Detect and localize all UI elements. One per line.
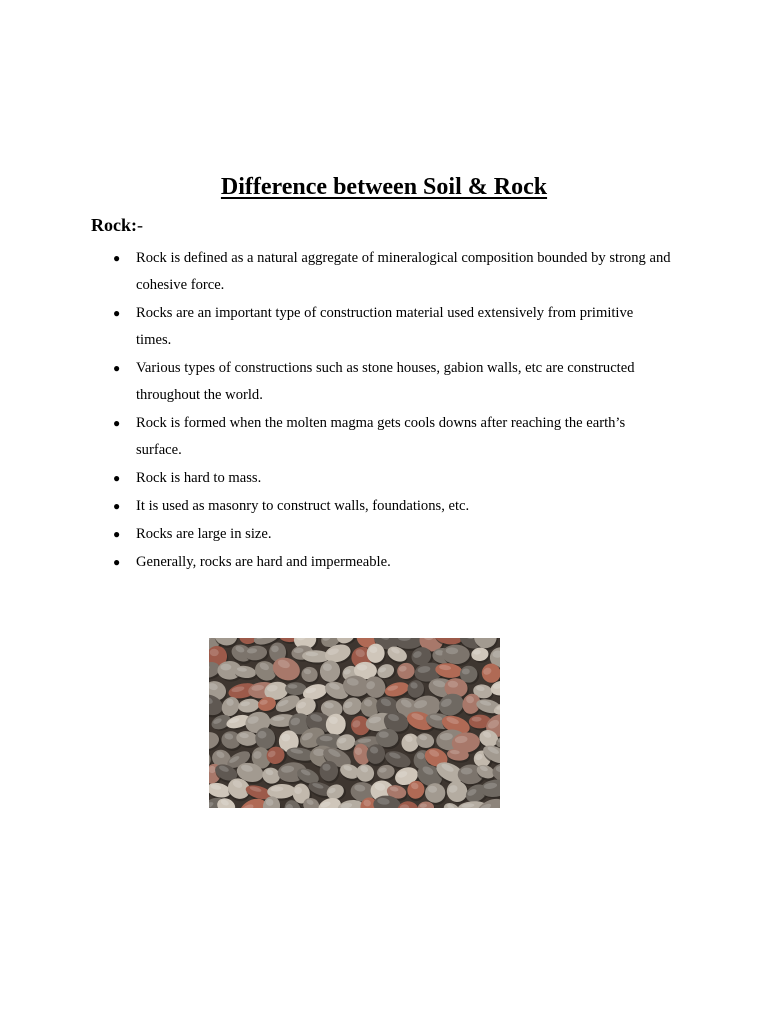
list-item [111,300,671,354]
bullet-text: Generally, rocks are hard and impermeable. [136,554,391,570]
bullet-text: Various types of constructions such as stone houses, gabion walls, etc are constructed throughout the world. [136,360,635,403]
rock-bullet-list [111,245,671,577]
bullet-icon: ● [113,499,121,513]
list-item [111,410,671,464]
list-item [111,549,671,576]
section-heading-rock [91,212,143,238]
section-heading-suffix: - [137,215,143,235]
bullet-icon: ● [113,251,121,265]
bullet-icon: ● [113,416,121,430]
bullet-icon: ● [113,306,121,320]
bullet-icon: ● [113,555,121,569]
bullet-icon: ● [113,471,121,485]
section-heading-label: Rock: [91,215,137,235]
list-item [111,465,671,492]
bullet-text: It is used as masonry to construct walls, foundations, etc. [136,498,470,514]
list-item [111,521,671,548]
bullet-icon: ● [113,361,121,375]
list-item [111,355,671,409]
bullet-icon: ● [113,527,121,541]
list-item [111,245,671,299]
bullet-text: Rocks are an important type of construction material used extensively from primitive times. [136,305,634,348]
bullet-text: Rocks are large in size. [136,526,272,542]
bullet-text: Rock is defined as a natural aggregate of mineralogical composition bounded by strong and cohesive force. [136,250,671,293]
bullet-text: Rock is hard to mass. [136,470,262,486]
bullet-text: Rock is formed when the molten magma gets cools downs after reaching the earth’s surface. [136,415,626,458]
rocks-photo [209,638,500,808]
list-item [111,493,671,520]
document-title: Difference between Soil & Rock [220,174,548,200]
